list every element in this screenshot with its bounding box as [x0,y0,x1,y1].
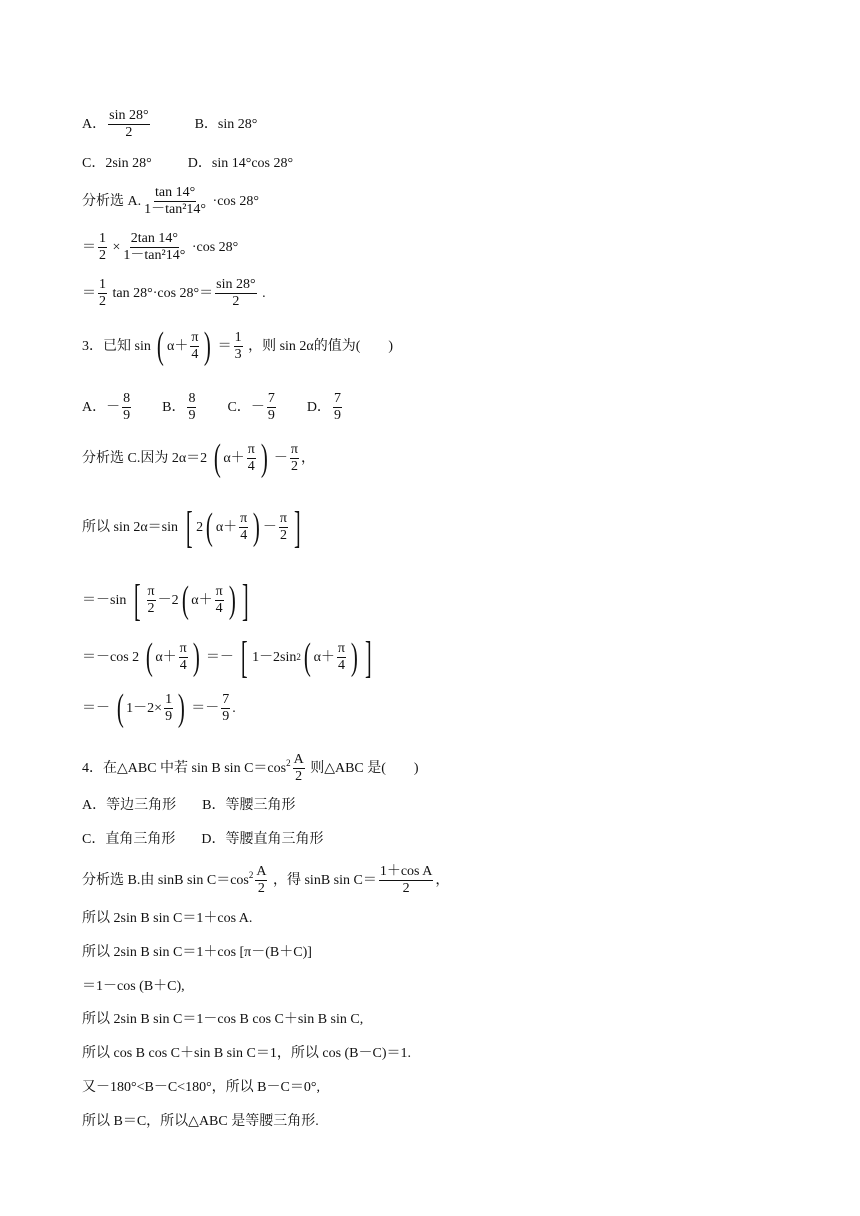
q4-solution-line7: 又－180°<B－C<180°，所以 B－C＝0°, [82,1080,320,1095]
q3-solution-line3: ＝－sin [ $\frac{\pi}{2}$ －2 ( α＋ $\frac{\pi}{4}$ ) ] [82,576,249,625]
option-a-label: A． [82,116,107,132]
q3-stem: 3．已知 sin ( α＋ $\frac{\pi}{4}$ ) ＝ $\frac{1}{3}$ ，则 sin 2α的值为( ) [82,325,394,368]
q2-answer-line1: 分析选 A. $\frac{\tan 14^\circ}{\text{1－tan²14°}}$ ·cos 28° [82,185,259,218]
q4-options-row1: A．等边三角形 B．等腰三角形 [82,798,296,813]
q4-solution-line5: 所以 2sin B sin C＝1－cos B cos C＋sin B sin C, [82,1012,364,1027]
q2-answer-line2: ＝ $\frac{1}{2}$ × $\frac{2\tan 14^\circ}{\text{1－tan²14°}}$ ·cos 28° [82,231,239,264]
q3-solution-line5: ＝－ ( 1－2× $\frac{1}{9}$ ) ＝－ $\frac{7}{9}$ . [82,687,236,730]
q3-solution-line4: ＝－cos 2 ( α＋ $\frac{\pi}{4}$ ) ＝－ [ 1－2sin 2 ( α＋ $\frac{\pi}{4}$ ) ] [82,633,372,682]
q4-solution-line8: 所以 B＝C，所以△ABC 是等腰三角形. [82,1114,319,1129]
q4-solution-line3: 所以 2sin B sin C＝1＋cos [π－(B＋C)] [82,945,312,960]
q3-options: A．－ $\frac{8}{9}$ B． $\frac{8}{9}$ C．－ $\frac{7}{9}$ D． $\frac{7}{9}$ [82,391,341,424]
option-a-fraction: $\frac{\sin 28^\circ}{2}$ [109,108,149,141]
option-b: B．sin 28° [194,116,258,132]
q4-solution-line2: 所以 2sin B sin C＝1＋cos A. [82,911,253,926]
option-c: C．2sin 28° [82,156,152,171]
q2-answer-line3: ＝ $\frac{1}{2}$ tan 28°·cos 28°＝ $\frac{\sin 28^\circ}{2}$ . [82,277,266,310]
q2-options-row1 [82,108,257,141]
q4-solution-line4: ＝1－cos (B＋C), [82,979,185,994]
q3-solution-line2: 所以 sin 2α＝sin [ 2 ( α＋ $\frac{\pi}{4}$ ) － $\frac{\pi}{2}$ ] [82,503,301,552]
q4-solution-line1: 分析选 B.由 sinB $\sin C=\cos^2$ $\frac{A}{2}$ ，得 sinB sin C＝ $\frac{\text{1＋cos A}}{2}$ ， [82,864,450,897]
option-d: D．sin 14°cos 28° [187,156,294,171]
q4-solution-line6: 所以 cos B cos C＋sin B sin C＝1，所以 cos (B－C)＝1. [82,1046,412,1061]
q3-solution-line1: 分析选 C.因为 2α＝2 ( α＋ $\frac{\pi}{4}$ ) － $\frac{\pi}{2}$ ， [82,437,315,480]
q4-options-row2: C．直角三角形 D．等腰直角三角形 [82,832,324,847]
q2-options-row2 [82,157,293,171]
q4-stem: 4．在△ABC 中若 sin B $\sin C=\cos^2$ $\frac{A}{2}$ 则△ABC 是( ) [82,752,419,785]
